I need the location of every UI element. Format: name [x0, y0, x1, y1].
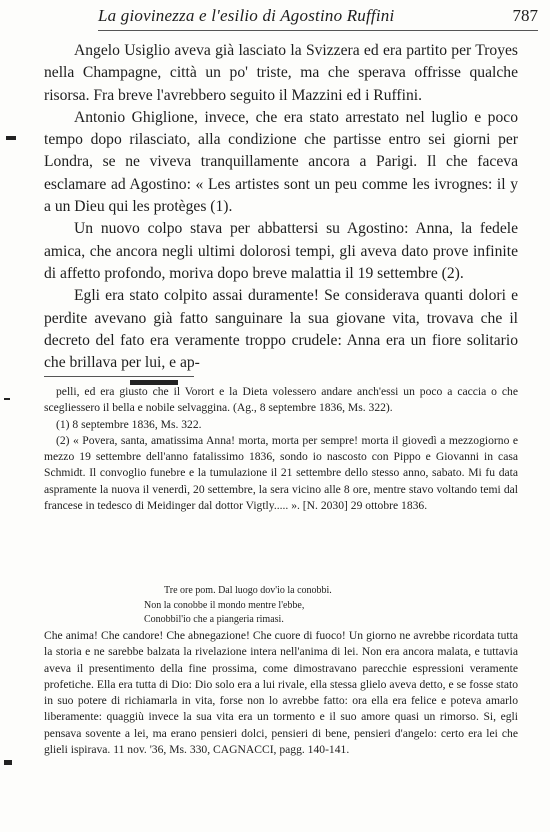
paragraph-ghiglione: Antonio Ghiglione, invece, che era stato arrestato nel luglio e poco tempo dopo rilasciato, alla condizione che partisse entro sei giorni per Londra, se ne viveva tranquillamente ancora a Parigi. Il che faceva esclamare ad Agostino: « Les artistes sont un peu comme les ivrognes: il y a un Dieu qui les protèges (1).	[44, 108, 518, 216]
margin-mark	[6, 136, 16, 140]
running-title: La giovinezza e l'esilio di Agostino Ruffini	[98, 6, 395, 25]
page-number: 787	[512, 6, 538, 25]
footnotes	[44, 384, 518, 514]
verse-line: Non la conobbe il mondo mentre l'ebbe,	[144, 599, 305, 611]
verse-line: Tre ore pom. Dal luogo dov'io la conobbi.	[164, 585, 332, 596]
margin-mark	[4, 760, 12, 765]
running-header	[98, 4, 538, 31]
verse-line: Conobbil'io che a piangeria rimasi.	[144, 614, 284, 625]
verse-quote	[140, 584, 440, 628]
ink-blot	[130, 380, 178, 385]
footnote-carryover: pelli, ed era giusto che il Vorort e la Dieta volessero andare anch'essi un poco a caccia o che scegliessero il bella e nobile selvaggina. (Ag., 8 septembre 1836, Ms. 322).	[44, 385, 518, 415]
footnote-continuation	[44, 628, 518, 758]
paragraph-usiglio: Angelo Usiglio aveva già lasciato la Svizzera ed era partito per Troyes nella Champagne, città un po' triste, ma che sperava offrisse qualche risorsa. Fra breve l'avrebbero seguito il Mazzini ed i Ruffini.	[44, 42, 518, 104]
margin-mark	[4, 398, 10, 400]
footnote-separator	[44, 376, 194, 377]
paragraph-grief: Egli era stato colpito assai duramente! Se considerava quanti dolori e perdite avevano già fatto sanguinare la sua giovane vita, trovava che il decreto del fato era veramente troppo crudele: Anna era un fiore solitario che brillava per lui, e ap-	[44, 287, 518, 372]
footnote-2: (2) « Povera, santa, amatissima Anna! morta, morta per sempre! morta il giovedì a mezzogiorno e mezzo 19 settembre dell'anno fatalissimo 1836, sondo io nascosto con Pippo e Giovanni in casa Schmidt. Il convoglio funebre e la tumulazione il 21 settembre dello stesso anno, sabato. Mi fu data aspramente la nuova il venerdì, 20 settembre, la sera vicino alle 8 ore, mentre stavo voltando temi dal francese in tedesco di Meidinger dal dottor Vigtly..... ». [N. 2030] 29 ottobre 1836.	[44, 433, 518, 513]
paragraph-anna-death: Un nuovo colpo stava per abbattersi su Agostino: Anna, la fedele amica, che ancora negli ultimi dolorosi tempi, gli aveva dato prove infinite di affetto profondo, moriva dopo breve malattia il 19 settembre (2).	[44, 220, 518, 282]
main-text	[44, 40, 518, 374]
footnote-continuation-text: Che anima! Che candore! Che abnegazione! Che cuore di fuoco! Un giorno ne avrebbe ricordata tutta la storia e ne sarebbe balzata la rivelazione intera nell'anima di lei. Non era ancora malata, e tuttavia aveva il presentimento della fine prossima, come dimostravano parecchie espressioni veramente profetiche. Ella era tutta di Dio: Dio solo era a lui rivale, ella stessa glielo aveva detto, e se fosse stato in suo potere di richiamarla in vita, forse non lo avrebbe fatto: ora ella era felice e poteva amarlo liberamente: quaggiù invece la sua vita era un tormento e il suo amore quasi un rimorso. Si, egli pensava sovente a lei, ma erano pensieri dolci, pensieri di bene, pensieri d'angelo: certo era lei che glieli ispirava. 11 nov. '36, Ms. 330, CAGNACCI, pagg. 140-141.	[44, 629, 518, 757]
footnote-1: (1) 8 septembre 1836, Ms. 322.	[56, 417, 202, 431]
